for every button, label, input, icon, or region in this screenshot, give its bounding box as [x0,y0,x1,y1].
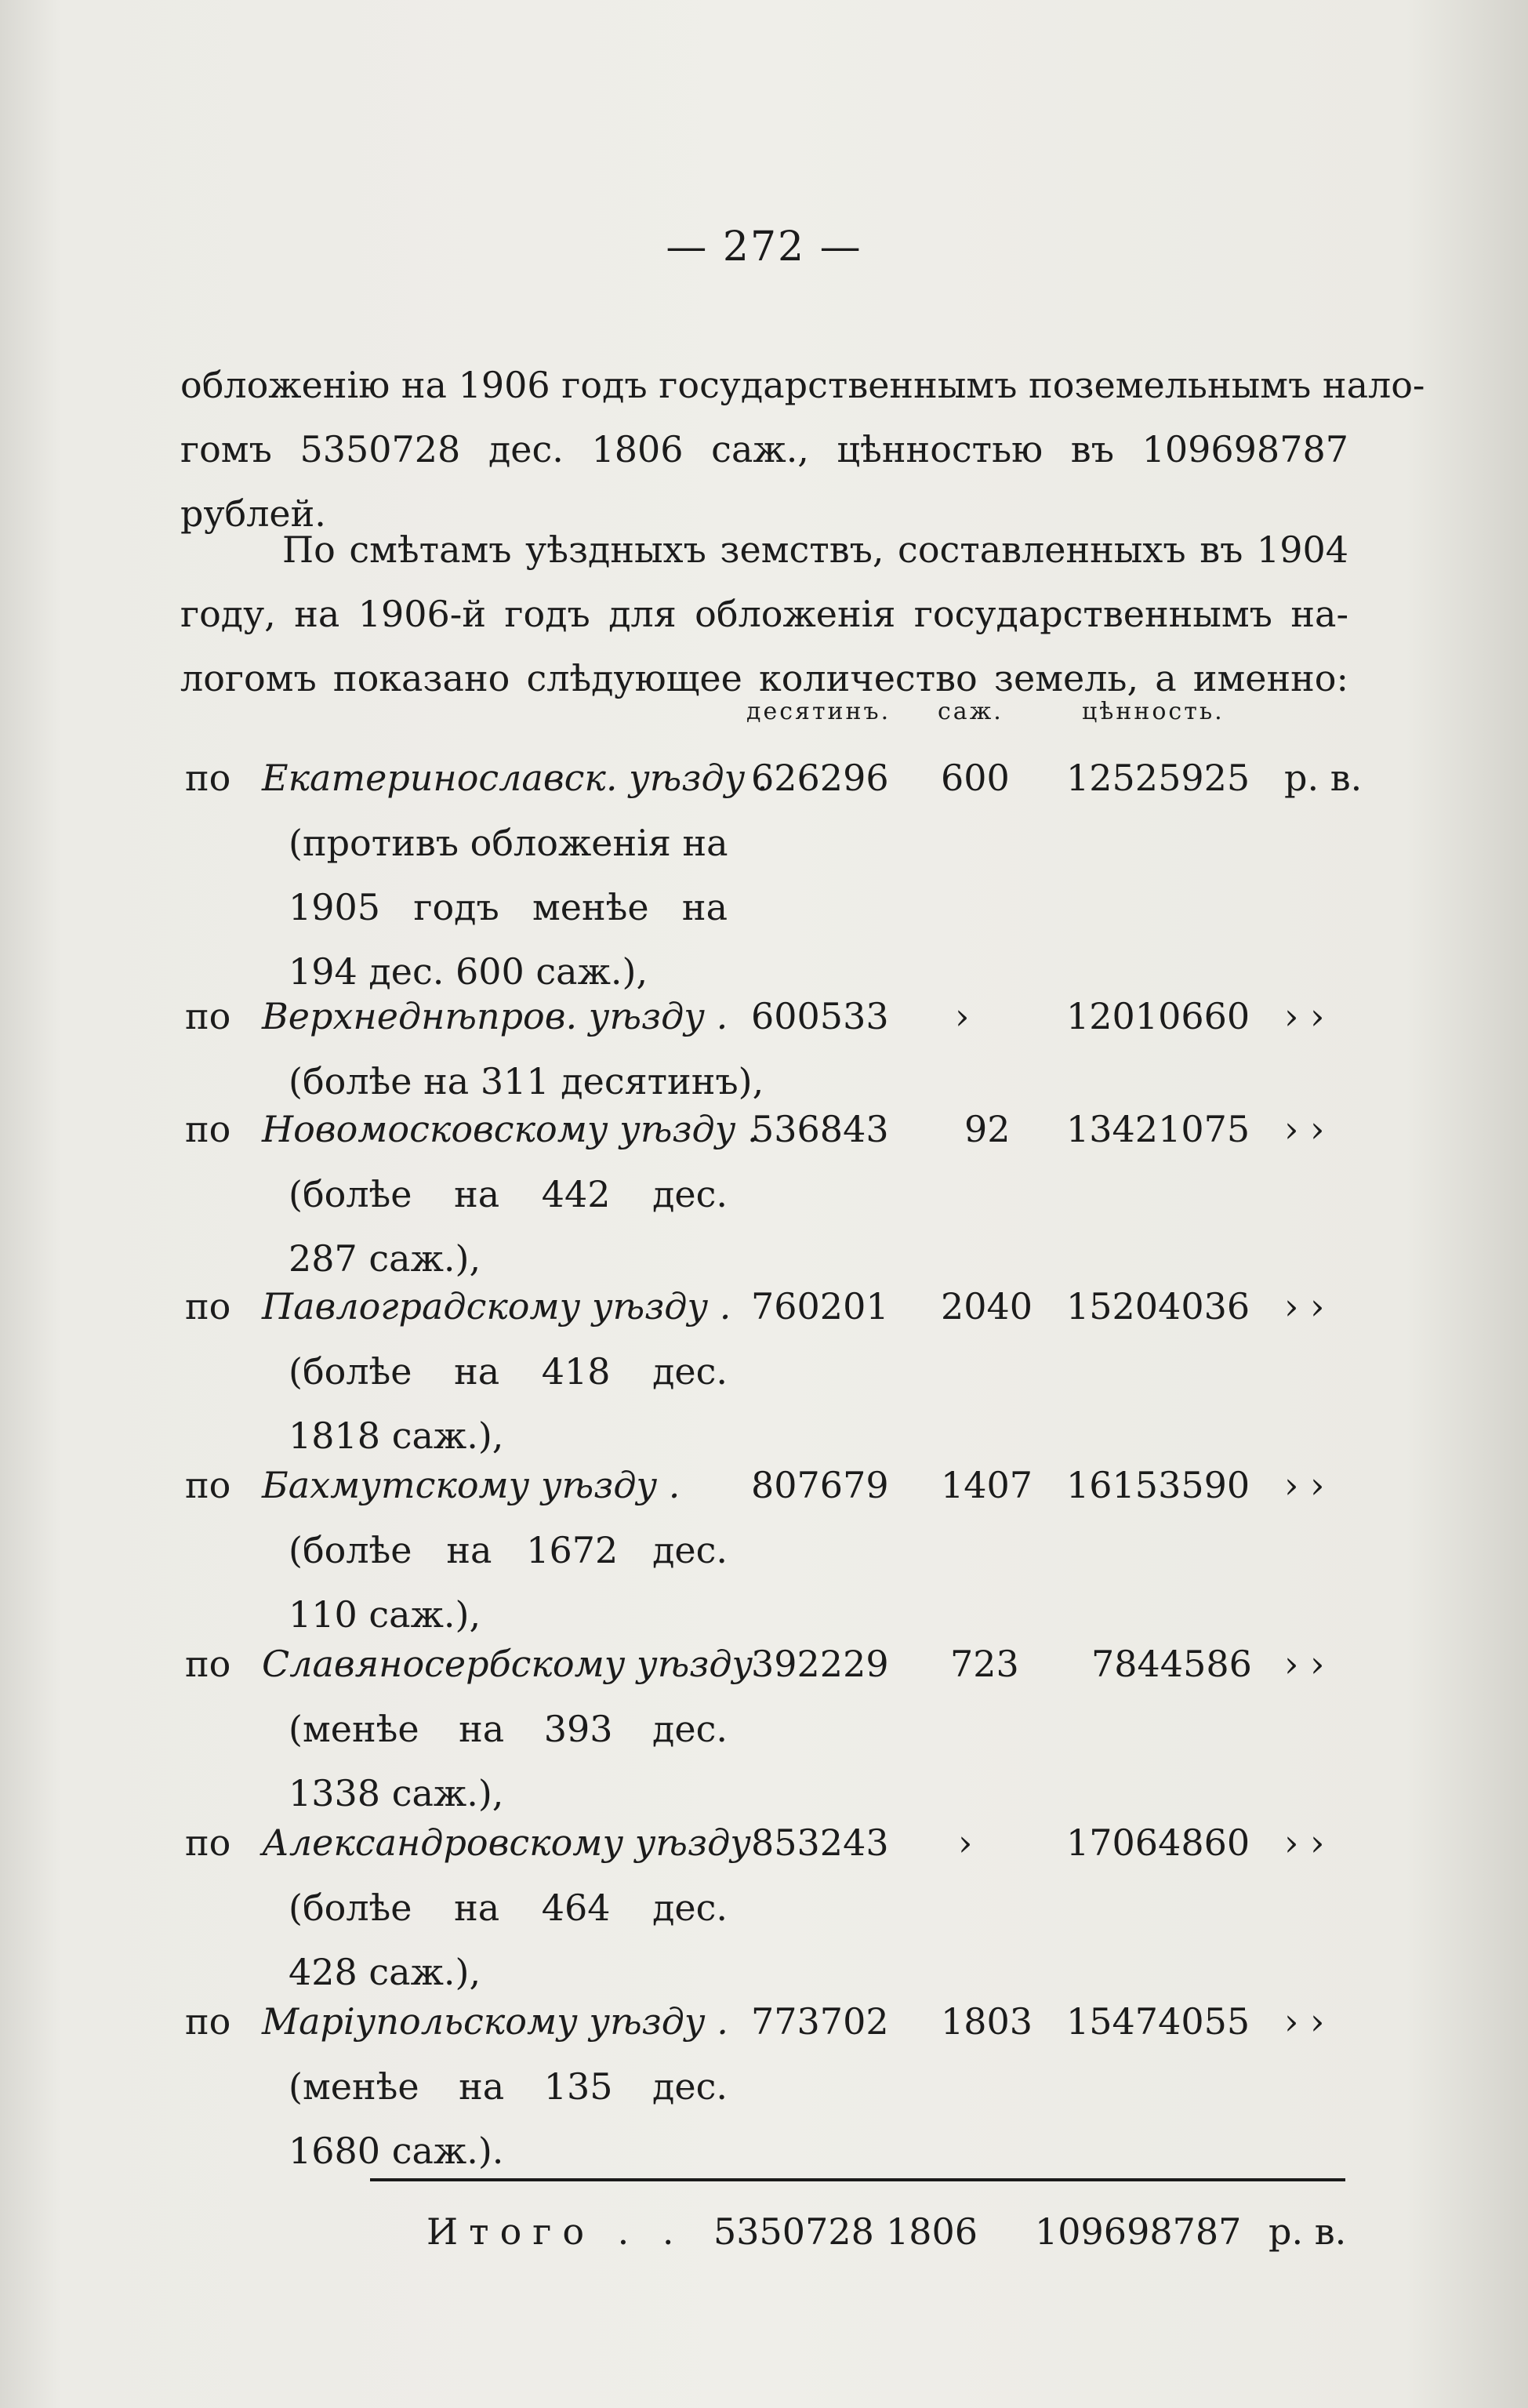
unit: › › [1284,1643,1325,1685]
unit: › › [1284,995,1325,1037]
note-line: 194 дес. 600 саж.), [289,950,648,993]
note-line: (болѣе на 464 дес. [289,1887,728,1929]
unit: › › [1284,1821,1325,1864]
table-row [0,1631,1528,1697]
table-row [0,983,1528,1049]
row-prefix: по [185,1464,231,1506]
note-line: (болѣе на 1672 дес. [289,1529,728,1571]
note-line: (болѣе на 442 дес. [289,1173,728,1215]
desyatin-value: 760201 [751,1285,889,1327]
text-line: рублей. [180,492,326,535]
row-note [289,2054,728,2183]
desyatin-value: 600533 [751,995,889,1037]
sazh-value: 600 [941,757,1010,799]
sazh-value: 1407 [941,1464,1033,1506]
note-line: 287 саж.), [289,1237,481,1280]
total-sazh: 1806 [886,2210,978,2253]
text-line: По смѣтамъ уѣздныхъ земствъ, составленныхъ въ 1904 [282,528,1348,571]
valuation: 13421075 [1066,1108,1250,1150]
district-name: Екатеринославск. уѣзду . [262,757,768,799]
column-header-desyatin: десятинъ. [746,698,891,725]
district-name: Славяносербскому уѣзду [262,1643,753,1685]
note-line: 428 саж.), [289,1951,481,1993]
unit: › › [1284,1285,1325,1327]
sazh-value: › [955,995,970,1037]
note-line: (болѣе на 418 дес. [289,1350,728,1393]
row-note [289,1518,728,1647]
valuation: 15204036 [1066,1285,1250,1327]
district-name: Бахмутскому уѣзду . [262,1464,681,1506]
row-note [289,811,728,1004]
row-prefix: по [185,995,231,1037]
table-row [0,1273,1528,1339]
note-line: 1905 годъ менѣе на [289,886,728,928]
note-line: 1680 саж.). [289,2130,504,2172]
desyatin-value: 773702 [751,2000,889,2043]
district-name: Новомосковскому уѣзду . [262,1108,759,1150]
valuation: 12525925 [1066,757,1250,799]
row-note [289,1339,728,1468]
note-line: 1338 саж.), [289,1772,504,1814]
text-line: гомъ 5350728 дес. 1806 саж., цѣнностью въ 109698787 [180,428,1348,470]
row-prefix: по [185,757,231,799]
note-line: (болѣе на 311 десятинъ), [289,1060,764,1102]
desyatin-value: 626296 [751,757,889,799]
total-desyatin: 5350728 [713,2210,874,2253]
total-label: Итого . . [426,2210,685,2253]
note-line: (менѣе на 135 дес. [289,2065,728,2108]
note-line: 110 саж.), [289,1593,481,1636]
sazh-value: 1803 [941,2000,1033,2043]
smeta-paragraph [180,518,1348,710]
valuation: 17064860 [1066,1821,1250,1864]
unit: › › [1284,1108,1325,1150]
text-line: году, на 1906-й годъ для обложенія государственнымъ на- [180,593,1348,635]
column-header-value: цѣнность. [1082,698,1225,725]
page-number: — 272 — [666,223,862,271]
table-column-headers [0,698,1528,737]
desyatin-value: 807679 [751,1464,889,1506]
row-note [289,1876,728,2004]
total-divider-rule [370,2178,1345,2181]
row-prefix: по [185,1285,231,1327]
total-valuation: 109698787 [1035,2210,1242,2253]
table-row [0,1810,1528,1876]
sazh-value: 92 [964,1108,1011,1150]
sazh-value: 723 [950,1643,1019,1685]
note-line: (менѣе на 393 дес. [289,1708,728,1750]
unit: р. в. [1284,757,1363,799]
district-name: Александровскому уѣзду [262,1821,751,1864]
column-header-sazh: саж. [938,698,1004,725]
note-line: (противъ обложенія на [289,822,728,864]
total-unit: р. в. [1268,2210,1347,2253]
row-prefix: по [185,1643,231,1685]
table-row [0,1096,1528,1162]
district-name: Павлоградскому уѣзду . [262,1285,731,1327]
row-prefix: по [185,2000,231,2043]
unit: › › [1284,1464,1325,1506]
valuation: 15474055 [1066,2000,1250,2043]
row-note [289,1162,728,1291]
row-prefix: по [185,1821,231,1864]
desyatin-value: 392229 [751,1643,889,1685]
table-row [0,1989,1528,2054]
note-line: 1818 саж.), [289,1415,504,1457]
sazh-value: 2040 [941,1285,1033,1327]
total-row [0,2199,1528,2265]
desyatin-value: 853243 [751,1821,889,1864]
district-name: Маріупольскому уѣзду . [262,2000,728,2043]
valuation: 7844586 [1091,1643,1252,1685]
district-name: Верхнеднѣпров. уѣзду . [262,995,728,1037]
valuation: 16153590 [1066,1464,1250,1506]
table-row [0,745,1528,811]
sazh-value: › [958,1821,973,1864]
table-row [0,1452,1528,1518]
row-note [289,1697,728,1825]
text-line: обложенію на 1906 годъ государственнымъ поземельнымъ нало- [180,364,1425,406]
row-prefix: по [185,1108,231,1150]
text-line: логомъ показано слѣдующее количество земель, а именно: [180,657,1348,699]
valuation: 12010660 [1066,995,1250,1037]
desyatin-value: 536843 [751,1108,889,1150]
unit: › › [1284,2000,1325,2043]
